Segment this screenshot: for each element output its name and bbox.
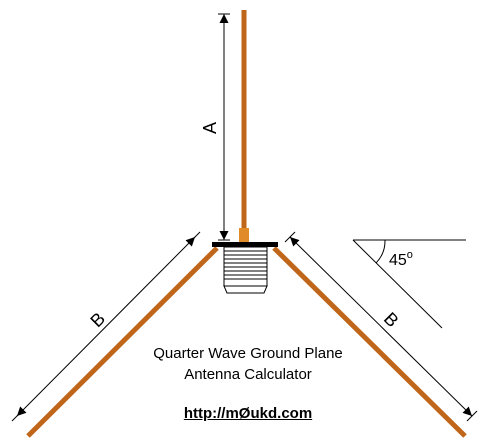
dimension-b-left-label: B xyxy=(86,308,110,332)
angle-label: 45$^o$ xyxy=(389,249,413,269)
dimension-b-right xyxy=(285,232,477,421)
dimension-b-left xyxy=(12,232,200,421)
radiator-base xyxy=(239,228,249,242)
website-link[interactable]: http://mØukd.com xyxy=(183,405,313,422)
mounting-plate xyxy=(212,242,278,247)
coax-connector xyxy=(224,247,267,293)
dimension-b-right-label: B xyxy=(379,308,403,332)
title-line-1: Quarter Wave Ground Plane xyxy=(153,345,343,362)
dimension-a-label: A xyxy=(200,121,220,135)
title-line-2: Antenna Calculator xyxy=(184,366,312,383)
